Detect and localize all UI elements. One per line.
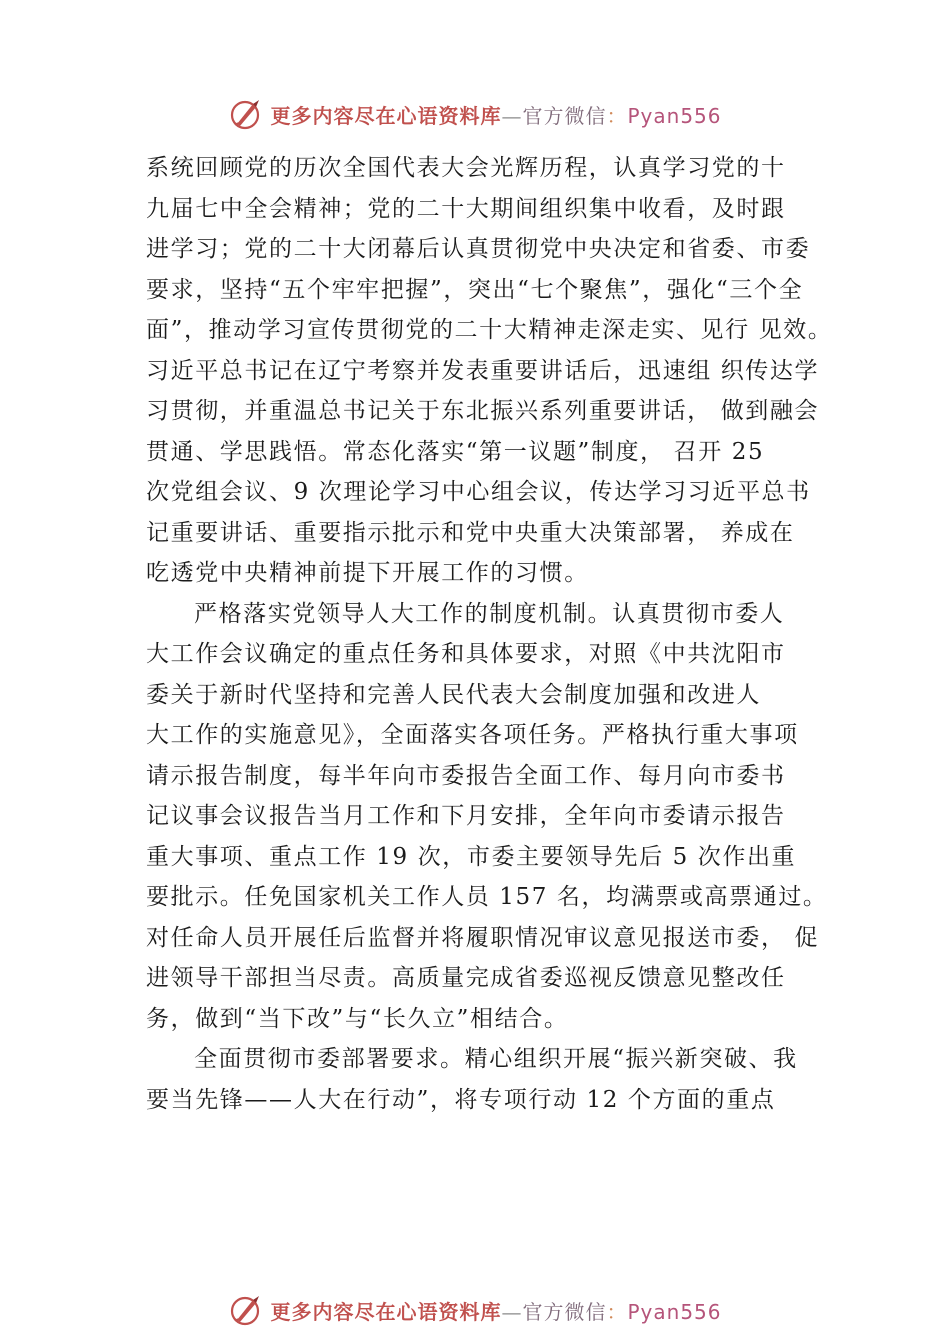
footer-separator: — — [501, 1299, 523, 1324]
body-line: 系统回顾党的历次全国代表大会光辉历程，认真学习党的十 — [146, 155, 786, 181]
body-line: 习近平总书记在辽宁考察并发表重要讲话后，迅速组 织传达学 — [146, 357, 820, 384]
header-wechat-label: 官方微信 — [522, 103, 607, 128]
body-line: 贯通、学思践悟。常态化落实“第一议题”制度， 召开 25 — [146, 438, 765, 465]
body-line: 要求，坚持“五个牢牢把握”，突出“七个聚焦”，强化“三个全 — [146, 276, 804, 303]
header-account: Pyan556 — [627, 103, 722, 128]
header-brand: 更多内容尽在心语资料库 — [270, 103, 502, 128]
body-line: 重大事项、重点工作 19 次，市委主要领导先后 5 次作出重 — [146, 843, 797, 870]
footer-banner-text — [270, 1296, 721, 1325]
body-line: 对任命人员开展任后监督并将履职情况审议意见报送市委， 促 — [146, 924, 820, 951]
body-line: 面”，推动学习宣传贯彻党的二十大精神走深走实、见行 见效。 — [146, 317, 833, 343]
footer-wechat-label: 官方微信 — [522, 1299, 607, 1324]
quill-pen-logo-icon — [228, 1293, 262, 1327]
body-line: 次党组会议、9 次理论学习中心组会议，传达学习习近平总书 — [146, 479, 811, 505]
body-line: 吃透党中央精神前提下开展工作的习惯。 — [146, 560, 589, 586]
body-line: 务，做到“当下改”与“长久立”相结合。 — [146, 1005, 569, 1032]
header-colon: ： — [606, 103, 628, 128]
body-line: 进领导干部担当尽责。高质量完成省委巡视反馈意见整改任 — [146, 965, 786, 991]
body-line: 请示报告制度，每半年向市委报告全面工作、每月向市委书 — [146, 762, 786, 789]
body-line: 习贯彻，并重温总书记关于东北振兴系列重要讲话， 做到融会 — [146, 398, 820, 424]
body-line: 大工作的实施意见》，全面落实各项任务。严格执行重大事项 — [146, 722, 799, 748]
body-line: 大工作会议确定的重点任务和具体要求，对照《中共沈阳市 — [146, 641, 786, 667]
document-body — [146, 148, 836, 1120]
footer-colon: ： — [606, 1299, 628, 1324]
body-line: 记重要讲话、重要指示批示和党中央重大决策部署， 养成在 — [146, 519, 795, 546]
header-separator: — — [501, 103, 523, 128]
body-line: 要当先锋——人大在行动”，将专项行动 12 个方面的重点 — [146, 1086, 776, 1113]
footer-account: Pyan556 — [627, 1299, 722, 1324]
quill-pen-logo-icon — [228, 97, 262, 131]
paragraph-start-line: 严格落实党领导人大工作的制度机制。认真贯彻市委人 — [194, 600, 785, 627]
footer-brand: 更多内容尽在心语资料库 — [270, 1299, 502, 1324]
paragraph-start-line: 全面贯彻市委部署要求。精心组织开展“振兴新突破、我 — [194, 1046, 798, 1072]
body-line: 进学习；党的二十大闭幕后认真贯彻党中央决定和省委、市委 — [146, 236, 811, 262]
footer-banner — [0, 1288, 950, 1332]
body-line: 九届七中全会精神；党的二十大期间组织集中收看，及时跟 — [146, 195, 786, 222]
header-banner — [0, 92, 950, 136]
header-banner-text — [270, 100, 721, 129]
body-line: 委关于新时代坚持和完善人民代表大会制度加强和改进人 — [146, 681, 761, 708]
body-line: 记议事会议报告当月工作和下月安排，全年向市委请示报告 — [146, 803, 786, 829]
body-line: 要批示。任免国家机关工作人员 157 名，均满票或高票通过。 — [146, 884, 828, 910]
